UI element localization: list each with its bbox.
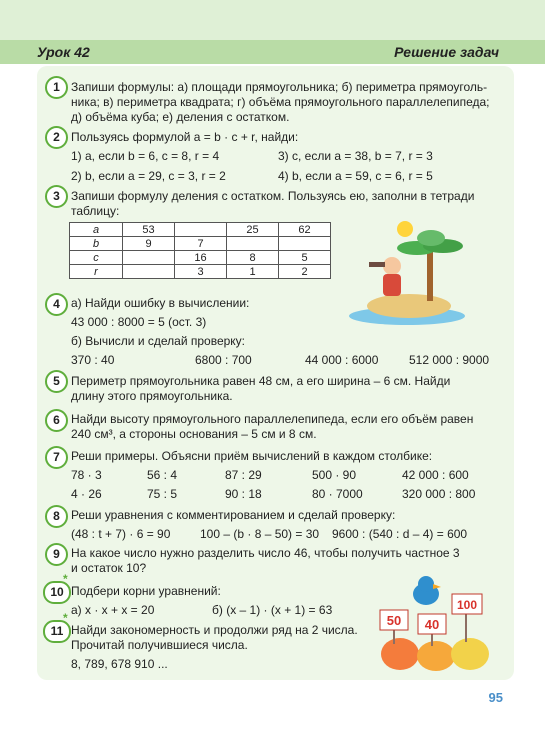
table-cell: r: [70, 265, 123, 279]
table-cell: 1: [227, 265, 279, 279]
task-7-example: 90 : 18: [225, 487, 262, 501]
task-8-intro: Реши уравнения с комментированием и сделай проверку:: [71, 508, 396, 522]
table-row: [70, 265, 331, 279]
task-1-line-2: ника; в) периметра квадрата; г) объёма прямоугольного параллелепипеда;: [71, 95, 490, 109]
table-cell: [123, 251, 175, 265]
table-cell: 3: [175, 265, 227, 279]
table-cell: [227, 237, 279, 251]
task-7-example: 80 · 7000: [312, 487, 363, 501]
task-9-line-2: и остаток 10?: [71, 561, 147, 575]
price-sign-label: 50: [386, 613, 402, 628]
task-3-line-1: Запиши формулу деления с остатком. Пользуясь ею, заполни в тетради: [71, 189, 475, 203]
task-11-line-2: Прочитай получившиеся числа.: [71, 638, 248, 652]
task-number-2: 2: [45, 126, 68, 149]
table-cell: 9: [123, 237, 175, 251]
task-9-line-1: На какое число нужно разделить число 46, чтобы получить частное 3: [71, 546, 460, 560]
task-4-example: 370 : 40: [71, 353, 115, 367]
table-cell: c: [70, 251, 123, 265]
task-7-example: 78 · 3: [71, 468, 102, 482]
table-row: [70, 237, 331, 251]
task-number-4: 4: [45, 293, 68, 316]
page-number: 95: [488, 690, 503, 705]
task-11-line-3: 8, 789, 678 910 ...: [71, 657, 168, 671]
table-cell: b: [70, 237, 123, 251]
task-6-line-2: 240 см³, а стороны основания – 5 см и 8 см.: [71, 427, 317, 441]
star-mark: *: [63, 572, 68, 586]
table-row: [70, 251, 331, 265]
table-cell: [175, 223, 227, 237]
task-number-9: 9: [45, 543, 68, 566]
task-7-example: 320 000 : 800: [402, 487, 476, 501]
task-number-11: 11: [43, 620, 71, 643]
lesson-title: Урок 42: [37, 44, 90, 60]
task-10-part-a: а) x · x + x = 20: [71, 603, 155, 617]
task-7-example: 42 000 : 600: [402, 468, 469, 482]
task-8-equation: 100 – (b · 8 – 50) = 30: [200, 527, 320, 541]
task-8-equation: (48 : t + 7) · 6 = 90: [71, 527, 171, 541]
top-band: [0, 0, 545, 40]
task-4-part-a: а) Найди ошибку в вычислении:: [71, 296, 250, 310]
table-cell: 5: [279, 251, 331, 265]
table-cell: [279, 237, 331, 251]
task-1-line-3: д) объёма куба; е) деления с остатком.: [71, 110, 290, 124]
task-8-equation: 9600 : (540 : d – 4) = 600: [332, 527, 468, 541]
task-2-item-4: 4) b, если a = 59, c = 6, r = 5: [278, 169, 433, 183]
task-2-item-3: 3) c, если a = 38, b = 7, r = 3: [278, 149, 433, 163]
fruit-price-illustration: [370, 572, 500, 674]
task-2-item-1: 1) a, если b = 6, c = 8, r = 4: [71, 149, 220, 163]
task-4-example: 512 000 : 9000: [409, 353, 490, 367]
task-4-example: 44 000 : 6000: [305, 353, 379, 367]
table-cell: 16: [175, 251, 227, 265]
task-number-1: 1: [45, 76, 68, 99]
table-row: [70, 223, 331, 237]
task-4-example: 6800 : 700: [195, 353, 252, 367]
task-10-intro: Подбери корни уравнений:: [71, 584, 221, 598]
topic-title: Решение задач: [394, 44, 499, 60]
task-number-3: 3: [45, 185, 68, 208]
task-10-part-b: б) (x – 1) · (x + 1) = 63: [212, 603, 333, 617]
star-mark: *: [63, 611, 68, 625]
task-7-example: 87 : 29: [225, 468, 262, 482]
price-sign-label: 40: [424, 617, 440, 632]
task-number-8: 8: [45, 505, 68, 528]
remainder-table: [69, 222, 331, 279]
table-cell: 8: [227, 251, 279, 265]
task-number-10: 10: [43, 581, 71, 604]
task-7-example: 75 : 5: [147, 487, 178, 501]
task-11-line-1: Найди закономерность и продолжи ряд на 2 числа.: [71, 623, 358, 637]
task-7-example: 4 · 26: [71, 487, 102, 501]
task-3-line-2: таблицу:: [71, 204, 120, 218]
table-cell: 53: [123, 223, 175, 237]
table-cell: 25: [227, 223, 279, 237]
task-7-example: 56 : 4: [147, 468, 178, 482]
task-2-intro: Пользуясь формулой a = b · c + r, найди:: [71, 130, 299, 144]
task-number-6: 6: [45, 409, 68, 432]
island-illustration: [347, 216, 467, 328]
task-number-5: 5: [45, 370, 68, 393]
table-cell: a: [70, 223, 123, 237]
price-sign-label: 100: [456, 598, 478, 612]
task-1-line-1: Запиши формулы: а) площади прямоугольника; б) периметра прямоуголь-: [71, 80, 488, 94]
table-cell: 7: [175, 237, 227, 251]
table-cell: 2: [279, 265, 331, 279]
task-2-item-2: 2) b, если a = 29, c = 3, r = 2: [71, 169, 226, 183]
task-number-7: 7: [45, 446, 68, 469]
task-4-calculation: 43 000 : 8000 = 5 (ост. 3): [71, 315, 207, 329]
task-5-line-2: длину этого прямоугольника.: [71, 389, 233, 403]
table-cell: [123, 265, 175, 279]
task-6-line-1: Найди высоту прямоугольного параллелепипеда, если его объём равен: [71, 412, 474, 426]
table-cell: 62: [279, 223, 331, 237]
task-5-line-1: Периметр прямоугольника равен 48 см, а его ширина – 6 см. Найди: [71, 374, 451, 388]
task-7-example: 500 · 90: [312, 468, 357, 482]
task-7-intro: Реши примеры. Объясни приём вычислений в каждом столбике:: [71, 449, 433, 463]
task-4-part-b: б) Вычисли и сделай проверку:: [71, 334, 246, 348]
